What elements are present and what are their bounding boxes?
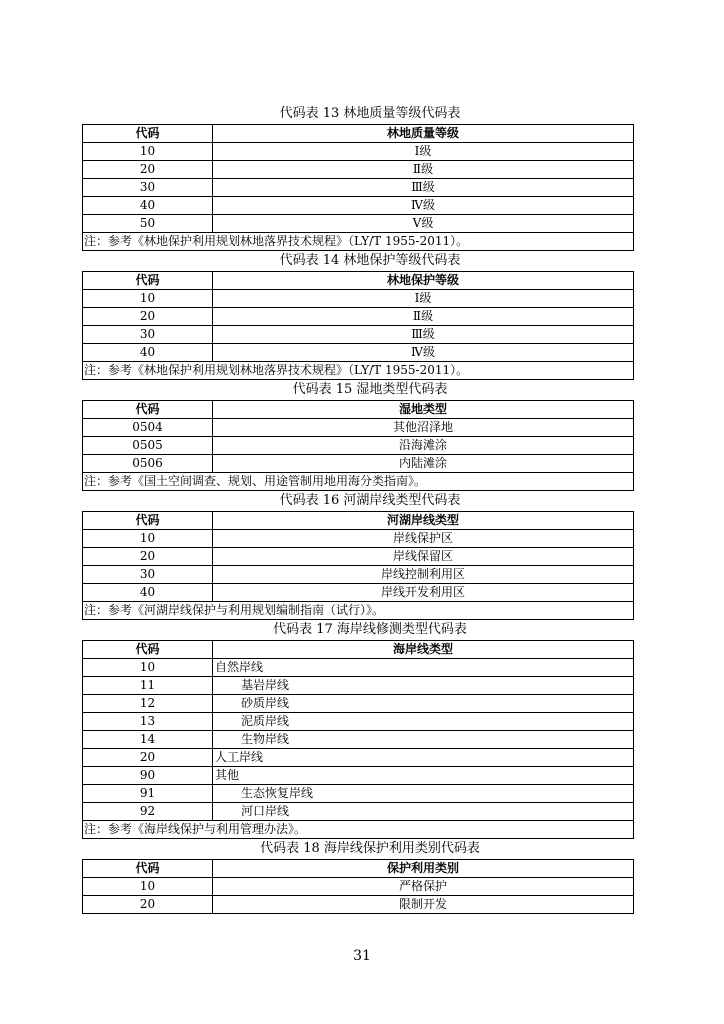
table-header-row <box>83 125 634 143</box>
table-row <box>83 896 634 914</box>
header-code: 代码 <box>83 125 213 143</box>
name-cell: 生物岸线 <box>213 731 634 749</box>
name-cell: 基岩岸线 <box>213 677 634 695</box>
code-cell: 30 <box>83 566 213 584</box>
code-cell: 0505 <box>83 437 213 455</box>
table-row <box>83 767 634 785</box>
table-header-row <box>83 401 634 419</box>
name-cell: 岸线保护区 <box>213 530 634 548</box>
table-note: 注：参考《林地保护利用规划林地落界技术规程》（LY/T 1955-2011）。 <box>83 233 634 251</box>
code-cell: 20 <box>83 308 213 326</box>
table-row <box>83 566 634 584</box>
code-cell: 40 <box>83 197 213 215</box>
code-table <box>82 400 634 491</box>
name-cell: 其他沼泽地 <box>213 419 634 437</box>
code-table <box>82 640 634 839</box>
note-row <box>83 233 634 251</box>
table-row <box>83 437 634 455</box>
code-table <box>82 859 634 914</box>
name-cell: Ⅲ级 <box>213 326 634 344</box>
note-row <box>83 602 634 620</box>
name-cell: Ⅳ级 <box>213 197 634 215</box>
name-cell: Ⅱ级 <box>213 308 634 326</box>
code-cell: 10 <box>83 143 213 161</box>
table-row <box>83 308 634 326</box>
header-name: 湿地类型 <box>213 401 634 419</box>
name-cell: Ⅰ级 <box>213 290 634 308</box>
code-cell: 40 <box>83 584 213 602</box>
table-row <box>83 659 634 677</box>
header-code: 代码 <box>83 641 213 659</box>
code-cell: 92 <box>83 803 213 821</box>
header-code: 代码 <box>83 512 213 530</box>
table-row <box>83 179 634 197</box>
header-name: 林地保护等级 <box>213 272 634 290</box>
table-caption: 代码表 17 海岸线修测类型代码表 <box>273 622 467 637</box>
name-cell: Ⅳ级 <box>213 344 634 362</box>
name-cell: 其他 <box>213 767 634 785</box>
code-cell: 0506 <box>83 455 213 473</box>
code-cell: 90 <box>83 767 213 785</box>
header-name: 海岸线类型 <box>213 641 634 659</box>
code-cell: 0504 <box>83 419 213 437</box>
page-number: 31 <box>353 948 371 964</box>
table-row <box>83 326 634 344</box>
code-cell: 91 <box>83 785 213 803</box>
code-cell: 10 <box>83 659 213 677</box>
code-cell: 14 <box>83 731 213 749</box>
table-row <box>83 803 634 821</box>
name-cell: 岸线开发利用区 <box>213 584 634 602</box>
code-cell: 12 <box>83 695 213 713</box>
code-cell: 20 <box>83 161 213 179</box>
table-row <box>83 548 634 566</box>
code-cell: 20 <box>83 548 213 566</box>
code-cell: 10 <box>83 878 213 896</box>
header-code: 代码 <box>83 401 213 419</box>
code-cell: 40 <box>83 344 213 362</box>
table-row <box>83 344 634 362</box>
header-code: 代码 <box>83 272 213 290</box>
name-cell: 岸线控制利用区 <box>213 566 634 584</box>
document-body <box>82 104 634 914</box>
name-cell: 严格保护 <box>213 878 634 896</box>
table-header-row <box>83 272 634 290</box>
note-row <box>83 473 634 491</box>
table-caption: 代码表 18 海岸线保护利用类别代码表 <box>260 841 480 856</box>
table-row <box>83 143 634 161</box>
table-caption: 代码表 15 湿地类型代码表 <box>292 382 448 397</box>
code-cell: 30 <box>83 179 213 197</box>
table-row <box>83 731 634 749</box>
table-row <box>83 455 634 473</box>
name-cell: 河口岸线 <box>213 803 634 821</box>
table-header-row <box>83 860 634 878</box>
name-cell: 人工岸线 <box>213 749 634 767</box>
name-cell: 自然岸线 <box>213 659 634 677</box>
code-cell: 50 <box>83 215 213 233</box>
table-note: 注：参考《河湖岸线保护与利用规划编制指南（试行）》。 <box>83 602 634 620</box>
table-row <box>83 161 634 179</box>
note-row <box>83 821 634 839</box>
header-name: 林地质量等级 <box>213 125 634 143</box>
table-caption: 代码表 14 林地保护等级代码表 <box>279 253 461 268</box>
table-caption: 代码表 13 林地质量等级代码表 <box>279 106 461 121</box>
code-cell: 20 <box>83 749 213 767</box>
name-cell: 限制开发 <box>213 896 634 914</box>
code-table <box>82 511 634 620</box>
name-cell: 生态恢复岸线 <box>213 785 634 803</box>
name-cell: Ⅲ级 <box>213 179 634 197</box>
table-row <box>83 584 634 602</box>
code-cell: 30 <box>83 326 213 344</box>
header-name: 保护利用类别 <box>213 860 634 878</box>
table-caption: 代码表 16 河湖岸线类型代码表 <box>279 493 461 508</box>
header-name: 河湖岸线类型 <box>213 512 634 530</box>
code-table <box>82 271 634 380</box>
table-row <box>83 215 634 233</box>
name-cell: 砂质岸线 <box>213 695 634 713</box>
code-cell: 10 <box>83 530 213 548</box>
name-cell: Ⅰ级 <box>213 143 634 161</box>
name-cell: 泥质岸线 <box>213 713 634 731</box>
table-header-row <box>83 512 634 530</box>
name-cell: 岸线保留区 <box>213 548 634 566</box>
table-row <box>83 419 634 437</box>
table-note: 注：参考《国土空间调查、规划、用途管制用地用海分类指南》。 <box>83 473 634 491</box>
name-cell: Ⅴ级 <box>213 215 634 233</box>
note-row <box>83 362 634 380</box>
table-header-row <box>83 641 634 659</box>
table-row <box>83 785 634 803</box>
name-cell: 内陆滩涂 <box>213 455 634 473</box>
table-note: 注：参考《林地保护利用规划林地落界技术规程》（LY/T 1955-2011）。 <box>83 362 634 380</box>
table-row <box>83 197 634 215</box>
header-code: 代码 <box>83 860 213 878</box>
table-row <box>83 530 634 548</box>
table-note: 注：参考《海岸线保护与利用管理办法》。 <box>83 821 634 839</box>
code-cell: 11 <box>83 677 213 695</box>
table-row <box>83 878 634 896</box>
table-row <box>83 749 634 767</box>
table-row <box>83 290 634 308</box>
code-table <box>82 124 634 251</box>
code-cell: 10 <box>83 290 213 308</box>
table-row <box>83 713 634 731</box>
code-cell: 13 <box>83 713 213 731</box>
table-row <box>83 695 634 713</box>
name-cell: 沿海滩涂 <box>213 437 634 455</box>
name-cell: Ⅱ级 <box>213 161 634 179</box>
code-cell: 20 <box>83 896 213 914</box>
table-row <box>83 677 634 695</box>
